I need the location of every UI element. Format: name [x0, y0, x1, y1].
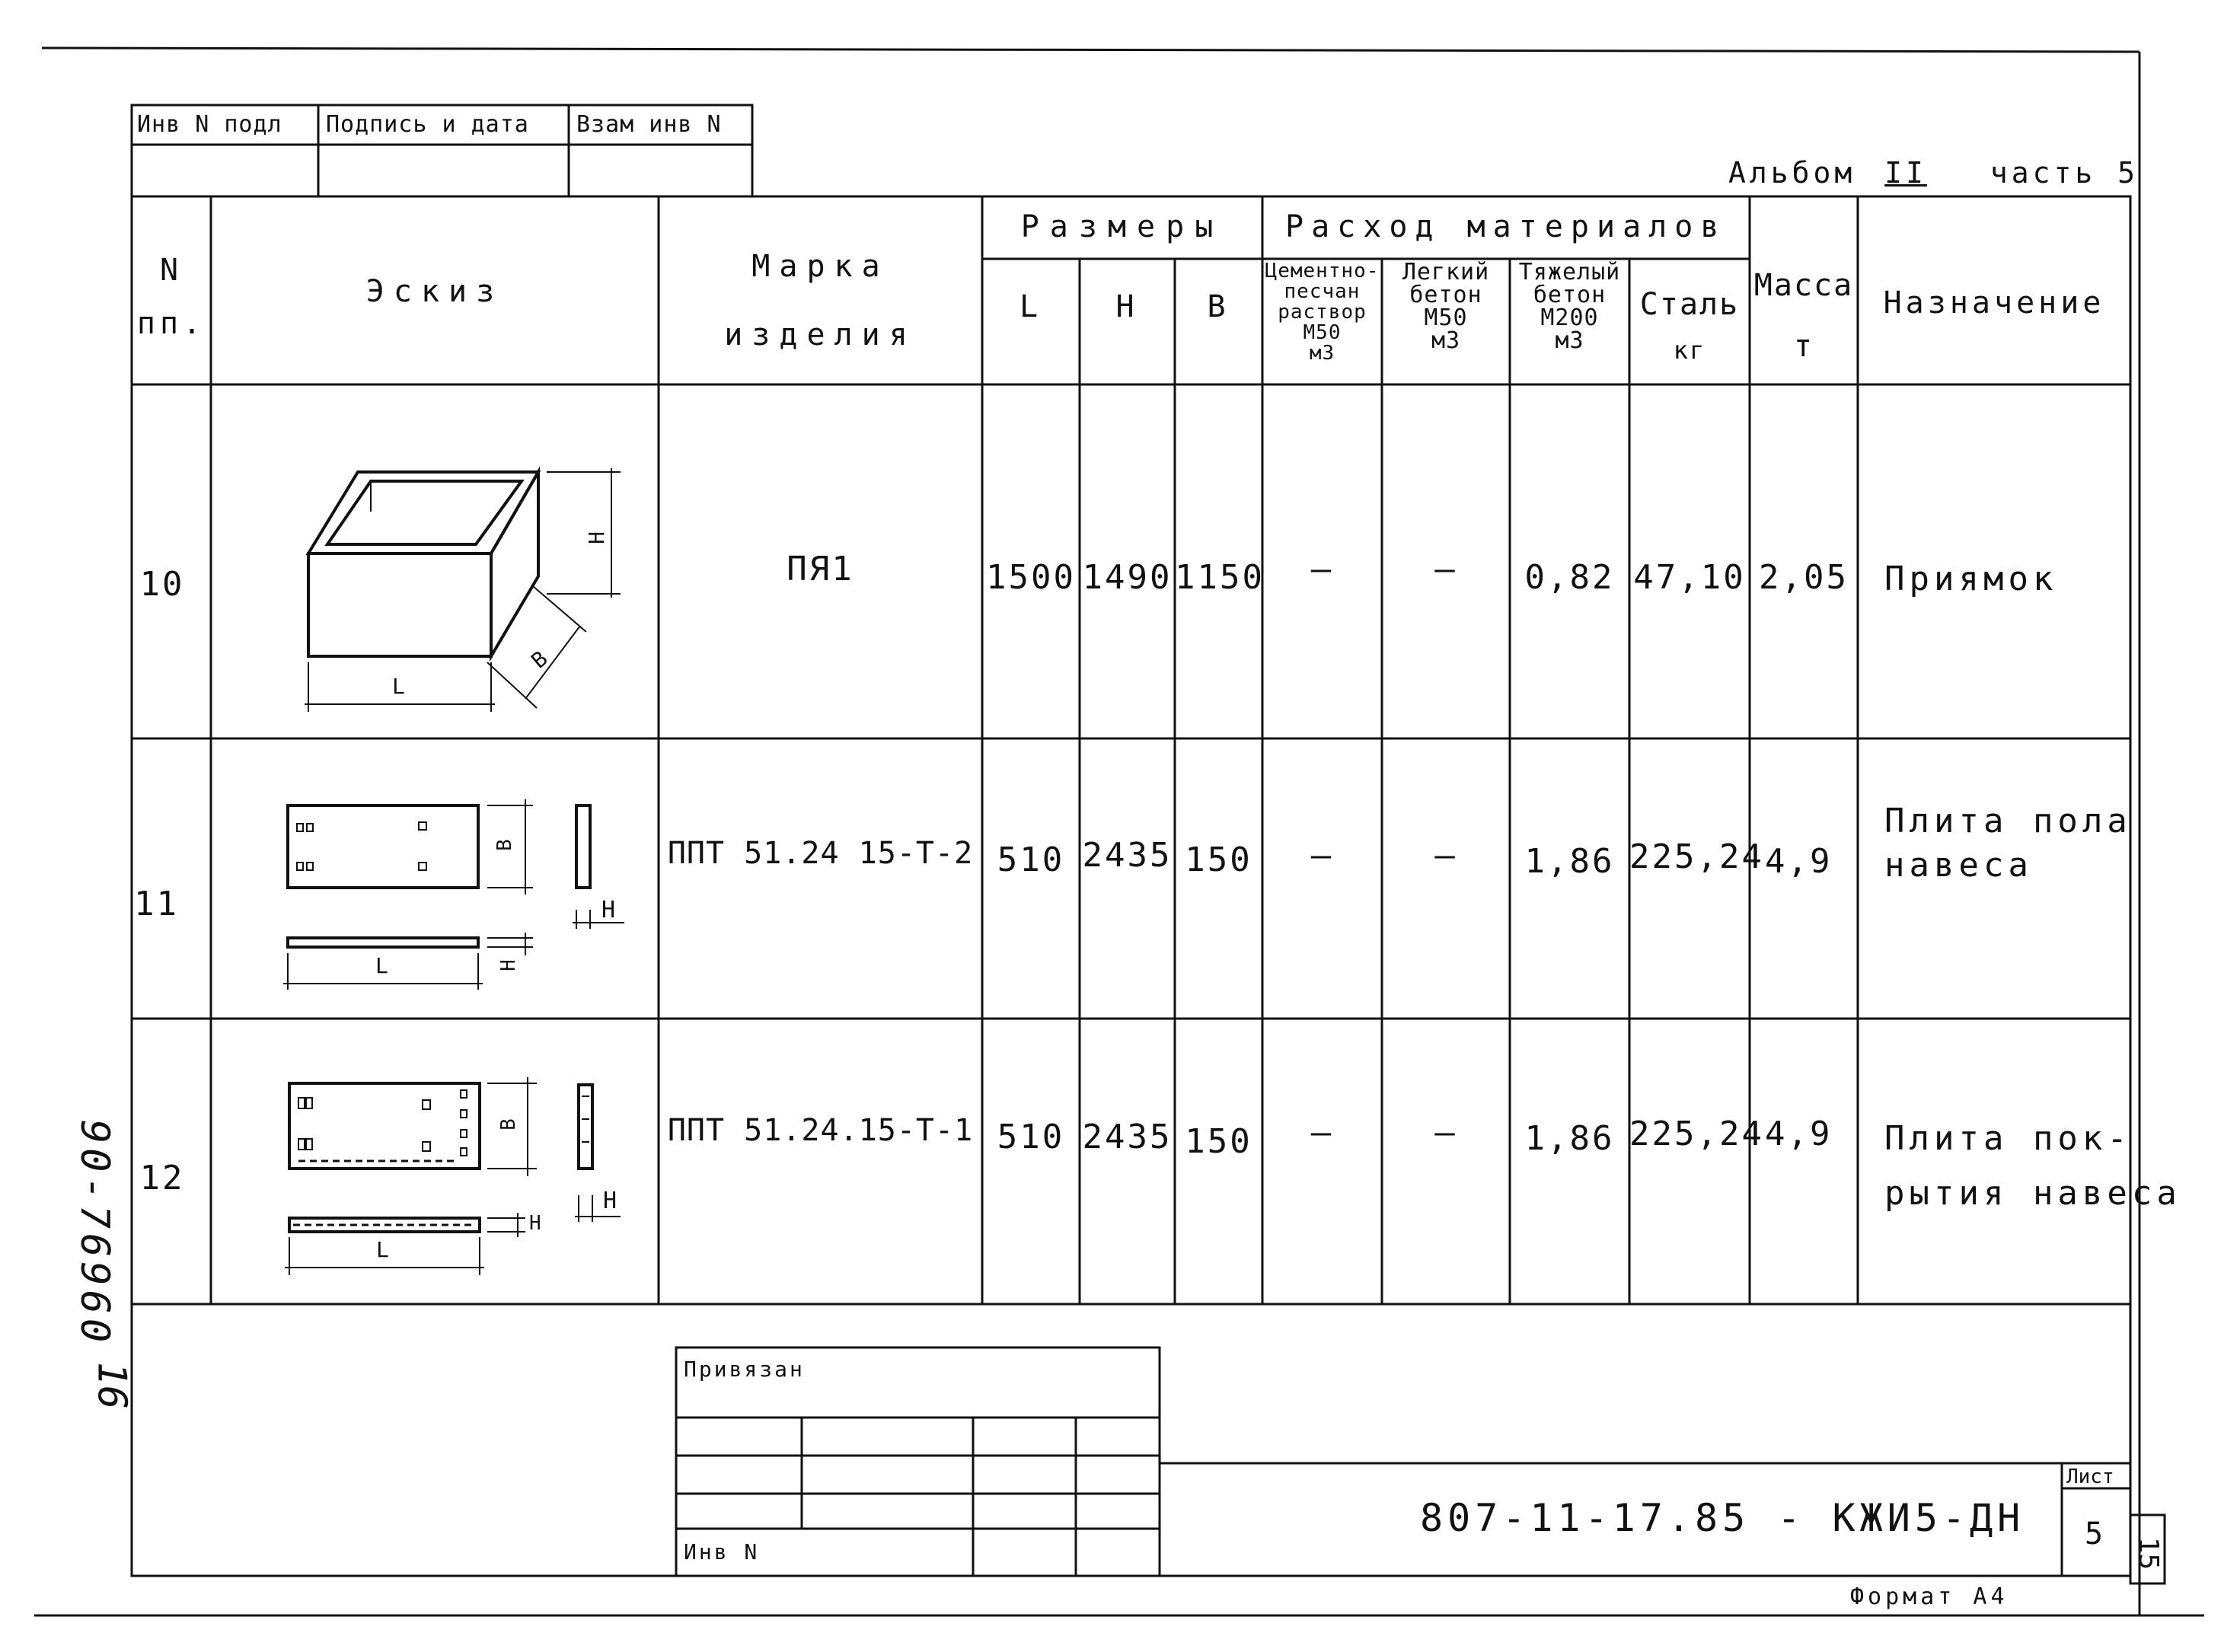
- sketch-11-h-label: H: [601, 897, 616, 923]
- row-12-light: —: [1434, 1113, 1457, 1152]
- header-num-line1: N: [159, 253, 183, 288]
- row-11-mark: ППТ 51.24 15-Т-2: [667, 836, 974, 871]
- row-10-mark: ПЯ1: [787, 550, 854, 588]
- album-number: II: [1884, 156, 1927, 190]
- document-code: 807-11-17.85 - КЖИ5-ДН: [1420, 1496, 2025, 1540]
- mat-heavy-l4: м3: [1555, 327, 1584, 354]
- sketch-12-h-label: H: [603, 1188, 617, 1214]
- row-12-heavy: 1,86: [1524, 1119, 1615, 1158]
- row-10-light: —: [1434, 550, 1457, 588]
- header-sketch: Эскиз: [365, 274, 504, 309]
- mat-cement-l1: Цементно-: [1265, 260, 1380, 282]
- row-12-steel: 225,24: [1629, 1115, 1764, 1153]
- row-12-mass: 4,9: [1765, 1115, 1833, 1153]
- sketch-12-b-label: B: [496, 1118, 520, 1131]
- row-11-heavy: 1,86: [1524, 842, 1615, 881]
- row-11-purpose-l1: Плита пола: [1884, 802, 2132, 840]
- sketch-11-l-label: L: [375, 953, 388, 978]
- row-12-h: 2435: [1082, 1118, 1173, 1156]
- row-11-purpose-l2: навеса: [1884, 846, 2033, 885]
- header-size-b: B: [1207, 289, 1230, 324]
- sketch-11-b-label: B: [493, 839, 516, 851]
- row-11-light: —: [1434, 836, 1457, 875]
- mat-steel-l1: Сталь: [1639, 287, 1740, 322]
- format-label: Формат А4: [1850, 1583, 2009, 1610]
- sheet-number: 5: [2085, 1516, 2104, 1552]
- mat-light-l3: М50: [1424, 305, 1468, 331]
- header-size-l: L: [1019, 289, 1043, 324]
- row-10-h: 1490: [1082, 558, 1173, 597]
- mat-cement-l2: песчан: [1284, 280, 1361, 303]
- sketch-11-h2-label: H: [496, 959, 520, 971]
- sketch-10-l-label: L: [392, 674, 405, 699]
- privyazan-label: Привязан: [684, 1357, 805, 1382]
- corner-number: 15: [2133, 1536, 2165, 1571]
- sketch-10-b-label: B: [526, 646, 553, 674]
- row-10-num: 10: [139, 565, 185, 604]
- stamp-inv-label: Инв N подл: [137, 111, 282, 138]
- sketch-12-l-label: L: [376, 1237, 389, 1262]
- mat-cement-l5: м3: [1309, 342, 1335, 365]
- row-12-cement: —: [1310, 1113, 1334, 1152]
- margin-archive-number: 90-76960: [72, 1119, 118, 1347]
- row-11-l: 510: [997, 840, 1065, 879]
- sketch-12-h2-label: H: [529, 1212, 541, 1235]
- mat-steel-l2: кг: [1673, 336, 1706, 365]
- header-purpose: Назначение: [1883, 285, 2105, 321]
- header-mark-line1: Марка: [751, 249, 889, 284]
- row-12-mark: ППТ 51.24.15-Т-1: [667, 1113, 974, 1148]
- mat-light-l4: м3: [1431, 327, 1461, 354]
- header-size-h: H: [1115, 289, 1139, 324]
- row-10-l: 1500: [986, 558, 1076, 597]
- sketch-10-h-label: H: [583, 531, 609, 544]
- row-10-mass: 2,05: [1759, 558, 1849, 597]
- mass-l2: т: [1793, 329, 1814, 364]
- mat-light-l2: бетон: [1409, 282, 1482, 308]
- mat-heavy-l1: Тяжелый: [1518, 259, 1621, 285]
- row-12-num: 12: [139, 1159, 185, 1198]
- header-mark-line2: изделия: [724, 317, 917, 352]
- header-num-line2: пп.: [136, 306, 206, 341]
- row-10-steel: 47,10: [1633, 558, 1746, 597]
- row-12-purpose-l2: рытия навеса: [1884, 1174, 2181, 1213]
- album-part: часть 5: [1990, 156, 2139, 190]
- header-materials-group: Расход материалов: [1285, 209, 1727, 244]
- stamp-replacement-label: Взам инв N: [576, 111, 722, 138]
- row-11-h: 2435: [1082, 836, 1173, 875]
- stamp-signature-label: Подпись и дата: [326, 111, 529, 138]
- row-11-cement: —: [1310, 836, 1334, 875]
- header-sizes-group: Размеры: [1020, 209, 1224, 244]
- sheet-label: Лист: [2066, 1465, 2114, 1488]
- row-10-b: 1150: [1175, 558, 1265, 597]
- mat-cement-l3: раствор: [1278, 301, 1367, 324]
- mat-light-l1: Легкий: [1402, 259, 1490, 285]
- row-10-cement: —: [1310, 550, 1334, 588]
- row-10-heavy: 0,82: [1524, 558, 1615, 597]
- mass-l1: Масса: [1753, 268, 1854, 303]
- row-12-purpose-l1: Плита пок-: [1884, 1119, 2132, 1158]
- row-11-steel: 225,24: [1629, 837, 1764, 876]
- mat-heavy-l2: бетон: [1533, 282, 1607, 308]
- row-11-b: 150: [1185, 840, 1252, 879]
- mat-heavy-l3: М200: [1540, 305, 1599, 331]
- row-11-mass: 4,9: [1765, 842, 1833, 881]
- margin-page-number: 16: [88, 1361, 135, 1410]
- row-12-b: 150: [1185, 1122, 1252, 1161]
- row-10-purpose: Приямок: [1884, 560, 2058, 598]
- inv-label: Инв N: [684, 1539, 760, 1564]
- row-11-num: 11: [134, 885, 179, 923]
- album-word: Альбом: [1728, 156, 1856, 190]
- row-12-l: 510: [997, 1118, 1065, 1156]
- mat-cement-l4: М50: [1303, 321, 1342, 344]
